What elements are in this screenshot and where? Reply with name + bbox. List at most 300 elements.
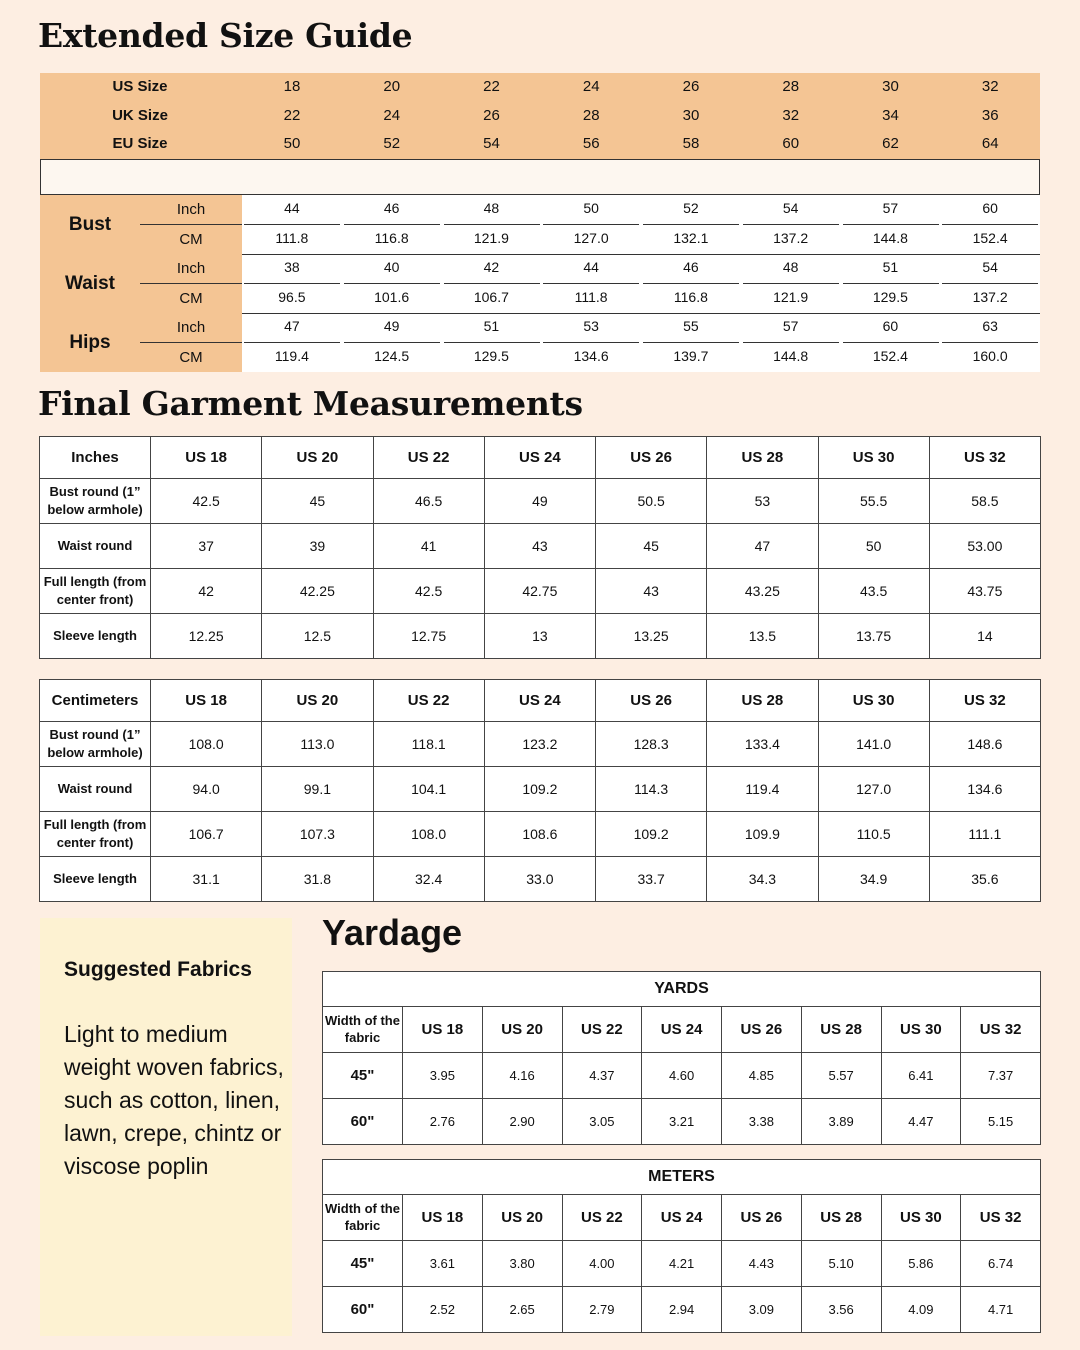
cell-underline [843,283,939,284]
size-cell: 22 [483,78,500,95]
yards-table [322,971,1041,1145]
value-cell: 12.5 [262,614,373,659]
measurement-cell: 101.6 [374,289,410,305]
measurement-cell: 137.2 [972,289,1008,305]
column-header: US 22 [373,437,484,479]
value-cell: 134.6 [929,767,1040,812]
column-header: US 30 [818,437,929,479]
value-cell: 43 [484,524,595,569]
measurement-cell: 160.0 [972,348,1008,364]
group-divider [242,254,1040,255]
column-header: US 28 [801,1007,881,1053]
column-header: US 22 [562,1007,642,1053]
column-header: US 18 [151,437,262,479]
measurement-cell: 121.9 [773,289,809,305]
size-cell: 60 [782,135,800,152]
measurement-cell: 139.7 [673,348,709,364]
value-cell: 53 [707,479,818,524]
column-header: US 24 [642,1195,722,1241]
measurement-cell: 42 [483,259,500,275]
measurement-cell: 121.9 [473,230,509,246]
value-cell: 3.38 [722,1099,802,1145]
value-cell: 2.76 [403,1099,483,1145]
value-cell: 12.25 [151,614,262,659]
row-label: 60" [323,1287,403,1333]
measurement-values [242,195,1040,254]
value-cell: 43.5 [818,569,929,614]
measurement-cell: 111.8 [574,289,608,305]
measurement-cell: 96.5 [278,289,306,305]
row-label: Full length (from center front) [40,569,151,614]
value-cell: 5.10 [801,1241,881,1287]
value-cell: 3.56 [801,1287,881,1333]
value-cell: 32.4 [373,857,484,902]
value-cell: 108.0 [151,722,262,767]
column-header: US 30 [881,1007,961,1053]
value-cell: 42.5 [373,569,484,614]
column-header: US 24 [642,1007,722,1053]
table-caption: YARDS [323,972,1041,1007]
row-label: 60" [323,1099,403,1145]
measurement-cell: 144.8 [872,230,908,246]
cell-underline [743,224,839,225]
unit-label: Inch [176,201,206,218]
value-cell: 13.25 [596,614,707,659]
unit-divider [140,342,242,343]
value-cell: 6.74 [961,1241,1041,1287]
value-cell: 5.15 [961,1099,1041,1145]
value-cell: 39 [262,524,373,569]
garment-inches-table [39,436,1041,659]
column-header: US 22 [562,1195,642,1241]
cell-underline [244,342,340,343]
value-cell: 41 [373,524,484,569]
cell-underline [244,224,340,225]
value-cell: 2.52 [403,1287,483,1333]
measurement-cell: 127.0 [573,230,609,246]
measurement-cell: 40 [383,259,400,275]
column-header: US 28 [801,1195,881,1241]
value-cell: 111.1 [929,812,1040,857]
column-header: US 20 [482,1007,562,1053]
header-row [40,437,1041,479]
value-cell: 2.79 [562,1287,642,1333]
row-label: Waist round [40,524,151,569]
size-cell: 24 [383,106,401,124]
value-cell: 50 [818,524,929,569]
value-cell: 4.00 [562,1241,642,1287]
measurement-cell: 53 [583,318,599,334]
measurement-cell: 48 [483,200,500,216]
column-header: US 32 [961,1007,1041,1053]
measurement-cell: 152.4 [872,348,908,364]
value-cell: 108.0 [373,812,484,857]
column-header: US 26 [596,680,707,722]
cell-underline [942,224,1038,225]
size-cell: 34 [882,106,899,124]
size-cell: 30 [682,106,700,124]
value-cell: 108.6 [484,812,595,857]
size-cell: 26 [483,106,500,124]
row-label: Sleeve length [40,857,151,902]
size-cell: 32 [782,106,800,124]
measurement-values [242,254,1040,313]
measurement-cell: 152.4 [972,230,1008,246]
value-cell: 133.4 [707,722,818,767]
table-row [323,1053,1041,1099]
column-header: US 20 [262,437,373,479]
value-cell: 33.0 [484,857,595,902]
unit-label: CM [179,349,203,366]
value-cell: 42.25 [262,569,373,614]
fabrics-title: Suggested Fabrics [64,958,252,981]
value-cell: 109.2 [484,767,595,812]
table-row [40,722,1041,767]
header-row [40,680,1041,722]
size-guide-header [40,73,1040,159]
value-cell: 2.65 [482,1287,562,1333]
cell-underline [344,283,440,284]
value-cell: 4.47 [881,1099,961,1145]
measurement-cell: 44 [284,200,300,216]
column-header: US 22 [373,680,484,722]
header-row [323,1007,1041,1053]
measurement-cell: 38 [284,259,300,275]
value-cell: 109.2 [596,812,707,857]
column-header: US 32 [961,1195,1041,1241]
value-cell: 55.5 [818,479,929,524]
measurement-cell: 52 [683,200,699,216]
value-cell: 114.3 [596,767,707,812]
cell-underline [843,342,939,343]
measurement-cell: 54 [782,200,799,216]
value-cell: 53.00 [929,524,1040,569]
size-cell: 28 [582,106,600,124]
value-cell: 33.7 [596,857,707,902]
unit-divider [140,224,242,225]
cell-underline [643,224,739,225]
size-row [40,131,1040,159]
cell-underline [843,224,939,225]
row-label: 45" [323,1241,403,1287]
size-cell: 58 [682,135,700,152]
measurement-cell: 57 [882,200,899,216]
value-cell: 94.0 [151,767,262,812]
unit-label: Inch [176,319,206,336]
value-cell: 2.94 [642,1287,722,1333]
measurement-cell: 51 [882,259,899,275]
value-cell: 7.37 [961,1053,1041,1099]
size-guide-spacer [40,159,1040,195]
row-label: Waist round [40,767,151,812]
cell-underline [543,283,639,284]
column-header: US 24 [484,680,595,722]
value-cell: 106.7 [151,812,262,857]
value-cell: 13.5 [707,614,818,659]
value-cell: 34.3 [707,857,818,902]
measurement-cell: 129.5 [473,348,509,364]
value-cell: 3.95 [403,1053,483,1099]
row-label: Bust round (1” below armhole) [40,722,151,767]
value-cell: 109.9 [707,812,818,857]
cell-underline [643,283,739,284]
size-row-label: UK Size [112,106,168,124]
measurement-cell: 134.6 [573,348,609,364]
cell-underline [344,342,440,343]
row-label: Bust round (1” below armhole) [40,479,151,524]
value-cell: 110.5 [818,812,929,857]
table-row [40,614,1041,659]
measurement-cell: 48 [782,259,799,275]
size-cell: 26 [682,78,700,95]
value-cell: 141.0 [818,722,929,767]
unit-label: Inch [176,260,206,277]
column-header: US 32 [929,437,1040,479]
cell-underline [743,283,839,284]
cell-underline [444,224,540,225]
value-cell: 3.89 [801,1099,881,1145]
cell-underline [244,283,340,284]
table-row [323,1241,1041,1287]
measurement-cell: 63 [982,318,998,334]
corner-cell: Centimeters [40,680,151,722]
size-cell: 18 [283,78,301,95]
size-cell: 64 [981,135,999,152]
measurement-cell: 106.7 [473,289,509,305]
fabrics-text: Light to medium weight woven fabrics, such as cotton, linen, lawn, crepe, chintz or viscose poplin [64,1021,284,1179]
value-cell: 4.71 [961,1287,1041,1333]
cell-underline [444,283,540,284]
column-header: US 30 [881,1195,961,1241]
size-cell: 62 [882,135,899,152]
measurement-values [242,313,1040,372]
measurement-cell: 111.8 [275,230,309,246]
value-cell: 2.90 [482,1099,562,1145]
value-cell: 99.1 [262,767,373,812]
size-row-label: EU Size [112,135,168,152]
value-cell: 14 [929,614,1040,659]
measurement-cell: 60 [882,318,899,334]
measurement-label-block [40,313,242,372]
column-header: US 20 [262,680,373,722]
column-header: US 26 [596,437,707,479]
value-cell: 118.1 [373,722,484,767]
measurement-cell: 46 [383,200,400,216]
value-cell: 42.5 [151,479,262,524]
value-cell: 123.2 [484,722,595,767]
column-header: US 32 [929,680,1040,722]
value-cell: 4.37 [562,1053,642,1099]
size-cell: 30 [882,78,899,95]
group-divider [242,313,1040,314]
column-header: US 20 [482,1195,562,1241]
size-cell: 20 [383,78,401,95]
column-header: US 18 [151,680,262,722]
value-cell: 35.6 [929,857,1040,902]
size-cell: 54 [483,135,500,152]
value-cell: 47 [707,524,818,569]
measurement-cell: 44 [583,259,599,275]
column-header: US 18 [403,1195,483,1241]
column-header: US 28 [707,437,818,479]
size-cell: 36 [981,106,999,124]
meters-table [322,1159,1041,1333]
fabrics-panel [40,918,292,1336]
value-cell: 4.16 [482,1053,562,1099]
measurement-cell: 119.4 [274,348,309,364]
value-cell: 104.1 [373,767,484,812]
value-cell: 113.0 [262,722,373,767]
size-row [40,103,1040,131]
value-cell: 43 [596,569,707,614]
size-guide-body [40,195,1040,372]
table-row [40,524,1041,569]
measurement-name: Hips [69,332,111,353]
size-cell: 22 [283,106,301,124]
value-cell: 43.75 [929,569,1040,614]
value-cell: 31.8 [262,857,373,902]
value-cell: 49 [484,479,595,524]
cell-underline [743,342,839,343]
value-cell: 31.1 [151,857,262,902]
value-cell: 37 [151,524,262,569]
measurement-cell: 132.1 [673,230,709,246]
column-header: US 24 [484,437,595,479]
value-cell: 5.86 [881,1241,961,1287]
value-cell: 46.5 [373,479,484,524]
table-row [40,812,1041,857]
measurement-cell: 144.8 [773,348,809,364]
cell-underline [344,224,440,225]
value-cell: 119.4 [707,767,818,812]
value-cell: 6.41 [881,1053,961,1099]
caption-row [323,972,1041,1007]
value-cell: 13 [484,614,595,659]
cell-underline [444,342,540,343]
value-cell: 3.21 [642,1099,722,1145]
measurement-cell: 49 [383,318,400,334]
table-row [323,1099,1041,1145]
corner-cell: Width of the fabric [323,1007,403,1053]
size-row [40,74,1040,102]
value-cell: 42 [151,569,262,614]
value-cell: 4.85 [722,1053,802,1099]
garment-title: Final Garment Measurements [38,384,583,423]
row-label: 45" [323,1053,403,1099]
value-cell: 4.43 [722,1241,802,1287]
cell-underline [942,342,1038,343]
value-cell: 4.60 [642,1053,722,1099]
value-cell: 50.5 [596,479,707,524]
measurement-cell: 46 [683,259,699,275]
table-row [323,1287,1041,1333]
value-cell: 4.09 [881,1287,961,1333]
table-row [40,767,1041,812]
value-cell: 12.75 [373,614,484,659]
measurement-group [40,313,1040,372]
size-cell: 32 [981,78,999,95]
measurement-cell: 47 [284,318,300,334]
table-caption: METERS [323,1160,1041,1195]
unit-divider [140,283,242,284]
cell-underline [643,342,739,343]
cell-underline [543,342,639,343]
column-header: US 30 [818,680,929,722]
measurement-cell: 137.2 [773,230,809,246]
value-cell: 148.6 [929,722,1040,767]
value-cell: 3.09 [722,1287,802,1333]
size-cell: 56 [582,135,600,152]
row-label: Full length (from center front) [40,812,151,857]
measurement-cell: 124.5 [374,348,410,364]
measurement-label-block [40,254,242,313]
value-cell: 3.61 [403,1241,483,1287]
measurement-name: Waist [65,273,115,294]
value-cell: 45 [262,479,373,524]
measurement-name: Bust [68,214,112,235]
measurement-cell: 50 [583,200,599,216]
value-cell: 42.75 [484,569,595,614]
size-cell: 28 [782,78,800,95]
table-row [40,857,1041,902]
value-cell: 34.9 [818,857,929,902]
value-cell: 5.57 [801,1053,881,1099]
cell-underline [942,283,1038,284]
yardage-title: Yardage [322,912,463,953]
column-header: US 26 [722,1007,802,1053]
value-cell: 4.21 [642,1241,722,1287]
value-cell: 43.25 [707,569,818,614]
measurement-cell: 116.8 [673,289,708,305]
measurement-cell: 51 [483,318,500,334]
value-cell: 3.80 [482,1241,562,1287]
size-guide-title: Extended Size Guide [38,16,413,55]
measurement-cell: 54 [982,259,998,275]
value-cell: 58.5 [929,479,1040,524]
size-cell: 24 [582,78,600,95]
column-header: US 26 [722,1195,802,1241]
value-cell: 127.0 [818,767,929,812]
table-row [40,569,1041,614]
unit-label: CM [179,290,203,307]
corner-cell: Width of the fabric [323,1195,403,1241]
column-header: US 18 [403,1007,483,1053]
table-row [40,479,1041,524]
value-cell: 107.3 [262,812,373,857]
size-cell: 50 [283,135,301,152]
caption-row [323,1160,1041,1195]
measurement-cell: 55 [683,318,699,334]
value-cell: 13.75 [818,614,929,659]
measurement-group [40,254,1040,313]
cell-underline [543,224,639,225]
measurement-label-block [40,195,242,254]
row-label: Sleeve length [40,614,151,659]
value-cell: 3.05 [562,1099,642,1145]
column-header: US 28 [707,680,818,722]
value-cell: 45 [596,524,707,569]
measurement-cell: 57 [782,318,799,334]
value-cell: 128.3 [596,722,707,767]
measurement-group [40,195,1040,254]
size-cell: 52 [383,135,401,152]
unit-label: CM [179,231,203,248]
corner-cell: Inches [40,437,151,479]
measurement-cell: 129.5 [872,289,908,305]
measurement-cell: 60 [982,200,998,216]
garment-cm-table [39,679,1041,902]
measurement-cell: 116.8 [374,230,409,246]
